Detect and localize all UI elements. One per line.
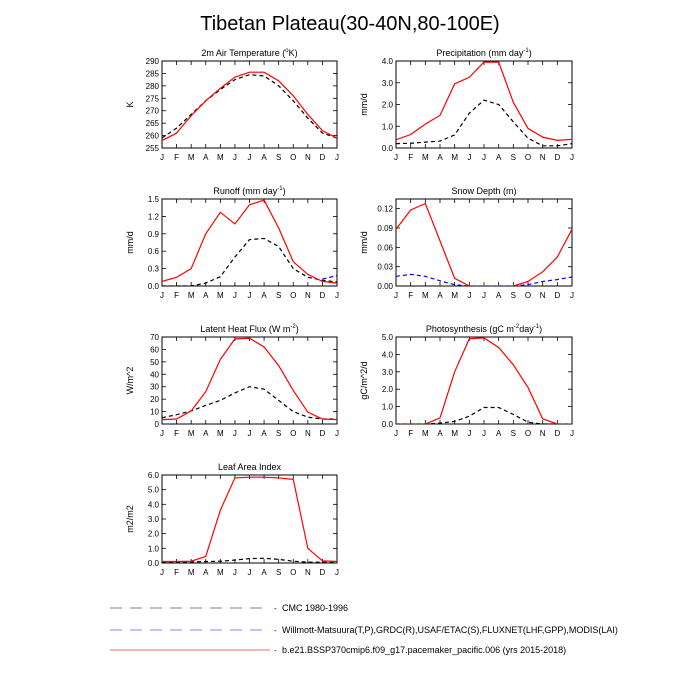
y-tick-label: 2.0: [381, 100, 393, 110]
y-tick-label: 0.0: [381, 144, 393, 153]
x-tick-label: O: [290, 568, 297, 577]
plot-frame: [162, 199, 337, 286]
y-tick-label: 0.09: [377, 224, 393, 233]
y-tick-label: 0.6: [147, 247, 159, 257]
x-tick-label: J: [467, 291, 472, 300]
x-tick-label: J: [570, 153, 574, 162]
y-tick-label: 0.0: [381, 420, 393, 429]
x-tick-label: J: [467, 429, 472, 438]
x-tick-label: J: [160, 153, 164, 162]
x-tick-label: D: [319, 568, 326, 577]
y-tick-label: 1.2: [147, 212, 159, 222]
plot-frame: [162, 337, 337, 424]
x-tick-label: M: [451, 153, 459, 162]
x-tick-label: D: [319, 291, 326, 300]
y-axis-label: W/m^2: [125, 366, 135, 395]
x-tick-label: A: [261, 153, 267, 162]
y-tick-label: 0: [154, 420, 159, 429]
series-line-2: [162, 338, 337, 419]
chart-panel-5: [125, 324, 339, 438]
x-tick-label: M: [187, 568, 195, 577]
x-tick-label: J: [247, 291, 252, 300]
x-tick-label: J: [160, 429, 164, 438]
legend: [110, 603, 618, 655]
y-tick-label: 60: [150, 345, 159, 355]
x-tick-label: A: [261, 291, 267, 300]
legend-label-2: Willmott-Matsuura(T,P),GRDC(R),USAF/ETAC(S),FLUXNET(LHF,GPP),MODIS(LAI): [282, 625, 618, 635]
x-tick-label: O: [290, 153, 297, 162]
y-tick-label: 1.5: [147, 195, 159, 204]
y-tick-label: 6.0: [147, 471, 159, 480]
x-tick-label: S: [510, 429, 517, 438]
legend-dash: -: [274, 646, 277, 655]
y-tick-label: 5.0: [381, 333, 393, 342]
y-tick-label: 260: [145, 131, 159, 141]
x-tick-label: S: [510, 153, 517, 162]
x-tick-label: J: [232, 429, 237, 438]
y-tick-label: 290: [145, 57, 159, 66]
x-tick-label: M: [421, 291, 429, 300]
x-tick-label: D: [554, 153, 561, 162]
y-tick-label: 30: [150, 382, 159, 392]
y-tick-label: 70: [150, 333, 159, 342]
x-tick-label: J: [160, 291, 164, 300]
y-tick-label: 3.0: [147, 515, 159, 524]
x-tick-label: D: [554, 291, 561, 300]
x-tick-label: J: [160, 568, 164, 577]
series-line-2: [162, 477, 337, 561]
x-tick-label: J: [247, 153, 252, 162]
y-tick-label: 0.00: [377, 282, 393, 291]
x-tick-label: S: [275, 429, 282, 438]
panel-title: Photosynthesis (gC $m^{-2}day^{-1}$): [425, 324, 543, 334]
x-tick-label: J: [335, 568, 339, 577]
y-tick-label: 3.0: [381, 367, 393, 377]
panel-title: 2m Air Temperature ($^o$K): [201, 48, 298, 58]
x-tick-label: A: [203, 153, 209, 162]
series-line-2: [396, 338, 572, 424]
y-tick-label: 265: [145, 119, 159, 129]
y-tick-label: 2.0: [381, 385, 393, 395]
x-tick-label: A: [261, 568, 267, 577]
x-tick-label: M: [216, 291, 224, 300]
x-tick-label: O: [524, 291, 532, 300]
series-line-3: [162, 200, 337, 283]
y-tick-label: 40: [150, 370, 159, 380]
x-tick-label: J: [482, 153, 486, 162]
x-tick-label: J: [335, 153, 339, 162]
chart-panel-2: [359, 48, 574, 162]
y-tick-label: 10: [150, 407, 159, 417]
y-tick-label: 1.0: [381, 122, 393, 132]
y-tick-label: 275: [145, 94, 159, 104]
y-tick-label: 270: [145, 106, 159, 116]
x-tick-label: S: [275, 568, 282, 577]
y-tick-label: 0.9: [147, 229, 159, 239]
y-tick-label: 4.0: [147, 500, 159, 510]
series-line-1: [162, 238, 337, 286]
y-tick-label: 50: [150, 357, 159, 367]
x-tick-label: F: [174, 429, 180, 438]
x-tick-label: M: [187, 291, 195, 300]
y-tick-label: 0.0: [147, 282, 159, 291]
x-tick-label: O: [290, 291, 297, 300]
chart-panel-3: [125, 186, 339, 300]
x-tick-label: M: [451, 429, 459, 438]
x-tick-label: J: [570, 429, 574, 438]
x-tick-label: M: [216, 429, 224, 438]
x-tick-label: A: [203, 291, 209, 300]
x-tick-label: M: [216, 568, 224, 577]
plot-frame: [162, 61, 337, 148]
x-tick-label: J: [335, 291, 339, 300]
x-tick-label: N: [304, 153, 311, 162]
y-tick-label: 2.0: [147, 529, 159, 539]
x-tick-label: D: [319, 153, 326, 162]
y-axis-label: K: [125, 101, 135, 108]
y-tick-label: 0.3: [147, 264, 159, 274]
x-tick-label: M: [451, 291, 459, 300]
chart-panel-4: [359, 186, 574, 300]
series-line-2: [322, 276, 337, 279]
x-tick-label: O: [524, 153, 532, 162]
x-tick-label: N: [539, 153, 546, 162]
x-tick-label: A: [437, 429, 443, 438]
plot-frame: [396, 61, 572, 148]
x-tick-label: F: [408, 429, 414, 438]
chart-panel-7: [125, 462, 339, 577]
panels: [125, 48, 574, 577]
x-tick-label: S: [275, 153, 282, 162]
x-tick-label: J: [570, 291, 574, 300]
y-axis-label: mm/d: [125, 231, 135, 254]
x-tick-label: M: [421, 429, 429, 438]
x-tick-label: J: [482, 429, 486, 438]
legend-dash: -: [274, 604, 277, 613]
x-tick-label: A: [437, 291, 443, 300]
y-tick-label: 4.0: [381, 350, 393, 360]
panel-title: Runoff (mm day$^{-1}$): [213, 186, 286, 196]
x-tick-label: M: [216, 153, 224, 162]
y-tick-label: 4.0: [381, 57, 393, 66]
x-tick-label: F: [174, 291, 180, 300]
x-tick-label: N: [304, 429, 311, 438]
x-tick-label: N: [304, 291, 311, 300]
x-tick-label: J: [335, 429, 339, 438]
y-tick-label: 5.0: [147, 485, 159, 495]
series-line-2: [396, 62, 572, 140]
figure-title: Tibetan Plateau(30-40N,80-100E): [200, 13, 500, 35]
panel-title: Precipitation (mm day$^{-1}$): [436, 48, 532, 58]
plot-frame: [396, 199, 572, 286]
panel-title: Latent Heat Flux (W $m^{-2}$): [200, 324, 299, 334]
x-tick-label: J: [482, 291, 486, 300]
x-tick-label: A: [203, 429, 209, 438]
x-tick-label: D: [554, 429, 561, 438]
y-tick-label: 0.0: [147, 559, 159, 568]
series-line-2: [162, 72, 337, 140]
x-tick-label: A: [437, 153, 443, 162]
y-axis-label: gC/m^2/d: [359, 361, 369, 400]
x-tick-label: A: [261, 429, 267, 438]
chart-panel-1: [125, 48, 339, 162]
x-tick-label: A: [203, 568, 209, 577]
x-tick-label: J: [394, 153, 398, 162]
x-tick-label: D: [319, 429, 326, 438]
series-line-1: [396, 100, 572, 146]
x-tick-label: J: [247, 429, 252, 438]
x-tick-label: F: [408, 291, 414, 300]
x-tick-label: J: [394, 291, 398, 300]
y-axis-label: mm/d: [359, 93, 369, 116]
series-line-1: [162, 75, 337, 138]
x-tick-label: J: [232, 568, 237, 577]
series-line-2: [396, 204, 572, 286]
legend-label-3: b.e21.BSSP370cmip6.f09_g17.pacemaker_pacific.006 (yrs 2015-2018): [282, 645, 567, 655]
legend-dash: -: [274, 626, 277, 635]
x-tick-label: F: [174, 153, 180, 162]
x-tick-label: F: [174, 568, 180, 577]
x-tick-label: N: [539, 291, 546, 300]
y-tick-label: 255: [145, 144, 159, 153]
chart-panel-6: [359, 324, 574, 438]
y-tick-label: 1.0: [147, 544, 159, 554]
y-tick-label: 0.03: [377, 262, 393, 272]
x-tick-label: N: [539, 429, 546, 438]
y-tick-label: 0.06: [377, 243, 393, 253]
y-tick-label: 1.0: [381, 402, 393, 412]
y-axis-label: m2/m2: [125, 505, 135, 533]
x-tick-label: J: [247, 568, 252, 577]
x-tick-label: J: [467, 153, 472, 162]
y-tick-label: 0.12: [377, 204, 393, 214]
x-tick-label: N: [304, 568, 311, 577]
x-tick-label: A: [495, 153, 502, 162]
x-tick-label: M: [421, 153, 429, 162]
x-tick-label: J: [232, 153, 237, 162]
x-tick-label: F: [408, 153, 414, 162]
plot-frame: [396, 337, 572, 424]
x-tick-label: A: [495, 291, 502, 300]
legend-label-1: CMC 1980-1996: [282, 603, 349, 613]
y-axis-label: mm/d: [359, 231, 369, 254]
y-tick-label: 3.0: [381, 78, 393, 88]
x-tick-label: J: [232, 291, 237, 300]
plot-frame: [162, 475, 337, 563]
x-tick-label: A: [495, 429, 502, 438]
x-tick-label: M: [187, 429, 195, 438]
y-tick-label: 280: [145, 81, 159, 91]
x-tick-label: M: [187, 153, 195, 162]
x-tick-label: O: [524, 429, 532, 438]
x-tick-label: J: [394, 429, 398, 438]
panel-title: Snow Depth (m): [451, 186, 517, 196]
y-tick-label: 20: [150, 395, 159, 405]
y-tick-label: 285: [145, 69, 159, 79]
panel-title: Leaf Area Index: [217, 462, 282, 472]
x-tick-label: O: [290, 429, 297, 438]
x-tick-label: S: [510, 291, 517, 300]
x-tick-label: S: [275, 291, 282, 300]
